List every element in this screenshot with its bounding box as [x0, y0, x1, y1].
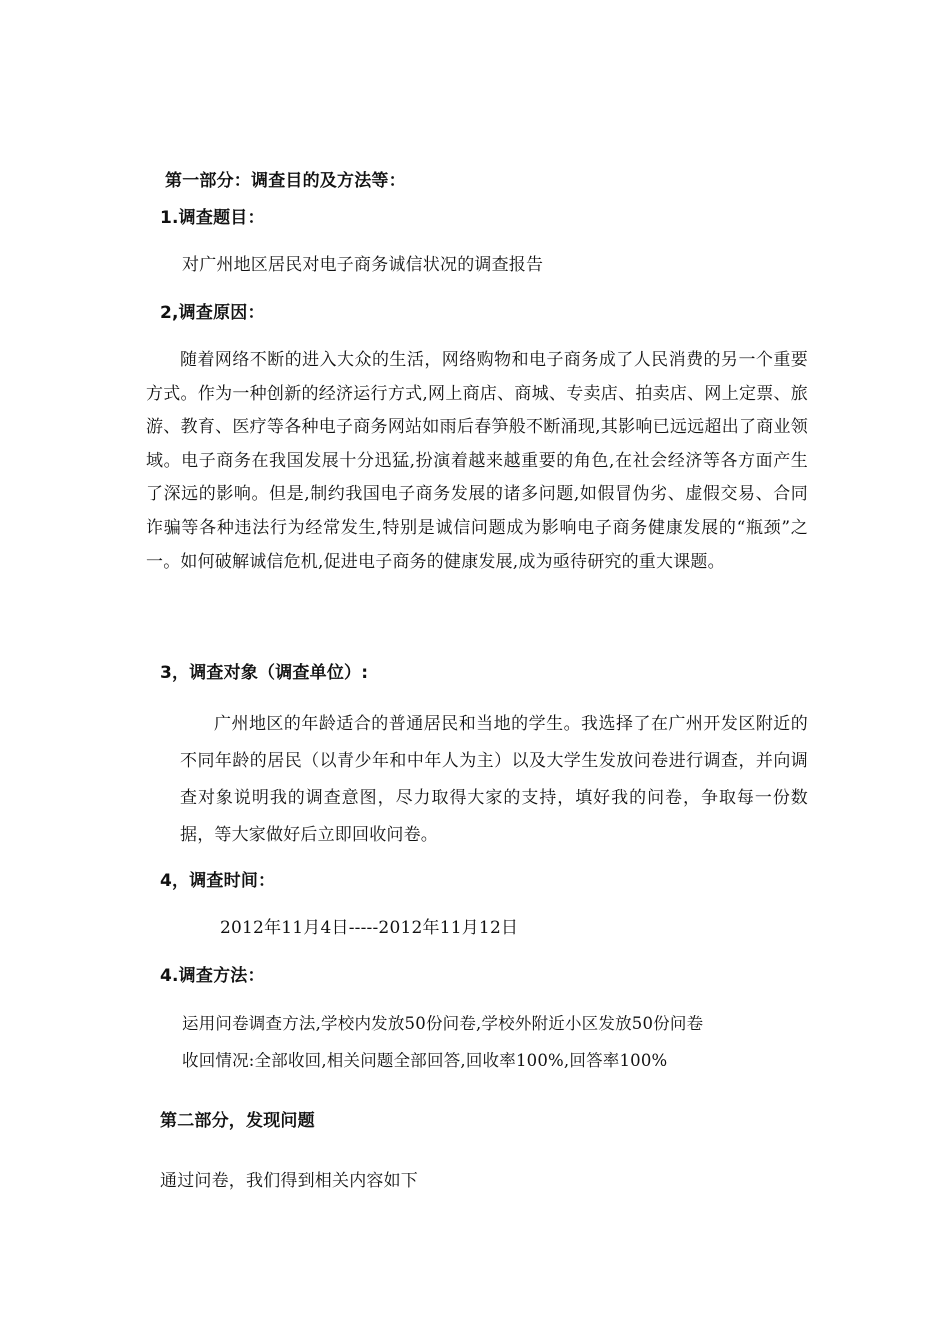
- method-line-2: 收回情况:全部收回,相关问题全部回答,回收率100%,回答率100%: [182, 1051, 668, 1070]
- reason-paragraph: 随着网络不断的进入大众的生活，网络购物和电子商务成了人民消费的另一个重要方式。作为一种创新的经济运行方式,网上商店、商城、专卖店、拍卖店、网上定票、旅游、教育、医疗等各种电子商务网站如雨后春笋般不断涌现,其影响已远远超出了商业领域。电子商务在我国发展十分迅猛,扮演着越来越重要的角色,在社会经济等各方面产生了深远的影响。但是,制约我国电子商务发展的诸多问题,如假冒伪劣、虚假交易、合同诈骗等各种违法行为经常发生,特别是诚信问题成为影响电子商务健康发展的“瓶颈”之一。如何破解诚信危机,促进电子商务的健康发展,成为亟待研究的重大课题。: [146, 350, 808, 572]
- method-line-1: 运用问卷调查方法,学校内发放50份问卷,学校外附近小区发放50份问卷: [182, 1014, 704, 1033]
- topic-text: 对广州地区居民对电子商务诚信状况的调查报告: [182, 255, 544, 275]
- method-heading: 4.调查方法：: [160, 966, 265, 986]
- subject-heading: 3，调查对象（调查单位）:: [160, 663, 369, 683]
- part2-heading: 第二部分，发现问题: [160, 1111, 315, 1131]
- subject-paragraph: 广州地区的年龄适合的普通居民和当地的学生。我选择了在广州开发区附近的不同年龄的居民（以青少年和中年人为主）以及大学生发放问卷进行调查，并向调查对象说明我的调查意图，尽力取得大家的支持，填好我的问卷，争取每一份数据，等大家做好后立即回收问卷。: [180, 714, 808, 845]
- topic-heading: 1.调查题目：: [160, 208, 265, 228]
- part1-heading: 第一部分：调查目的及方法等：: [165, 171, 406, 191]
- time-heading: 4，调查时间：: [160, 871, 276, 891]
- time-text: 2012年11月4日-----2012年11月12日: [220, 918, 519, 938]
- reason-heading: 2,调查原因：: [160, 303, 265, 323]
- part2-intro: 通过问卷，我们得到相关内容如下: [160, 1171, 418, 1191]
